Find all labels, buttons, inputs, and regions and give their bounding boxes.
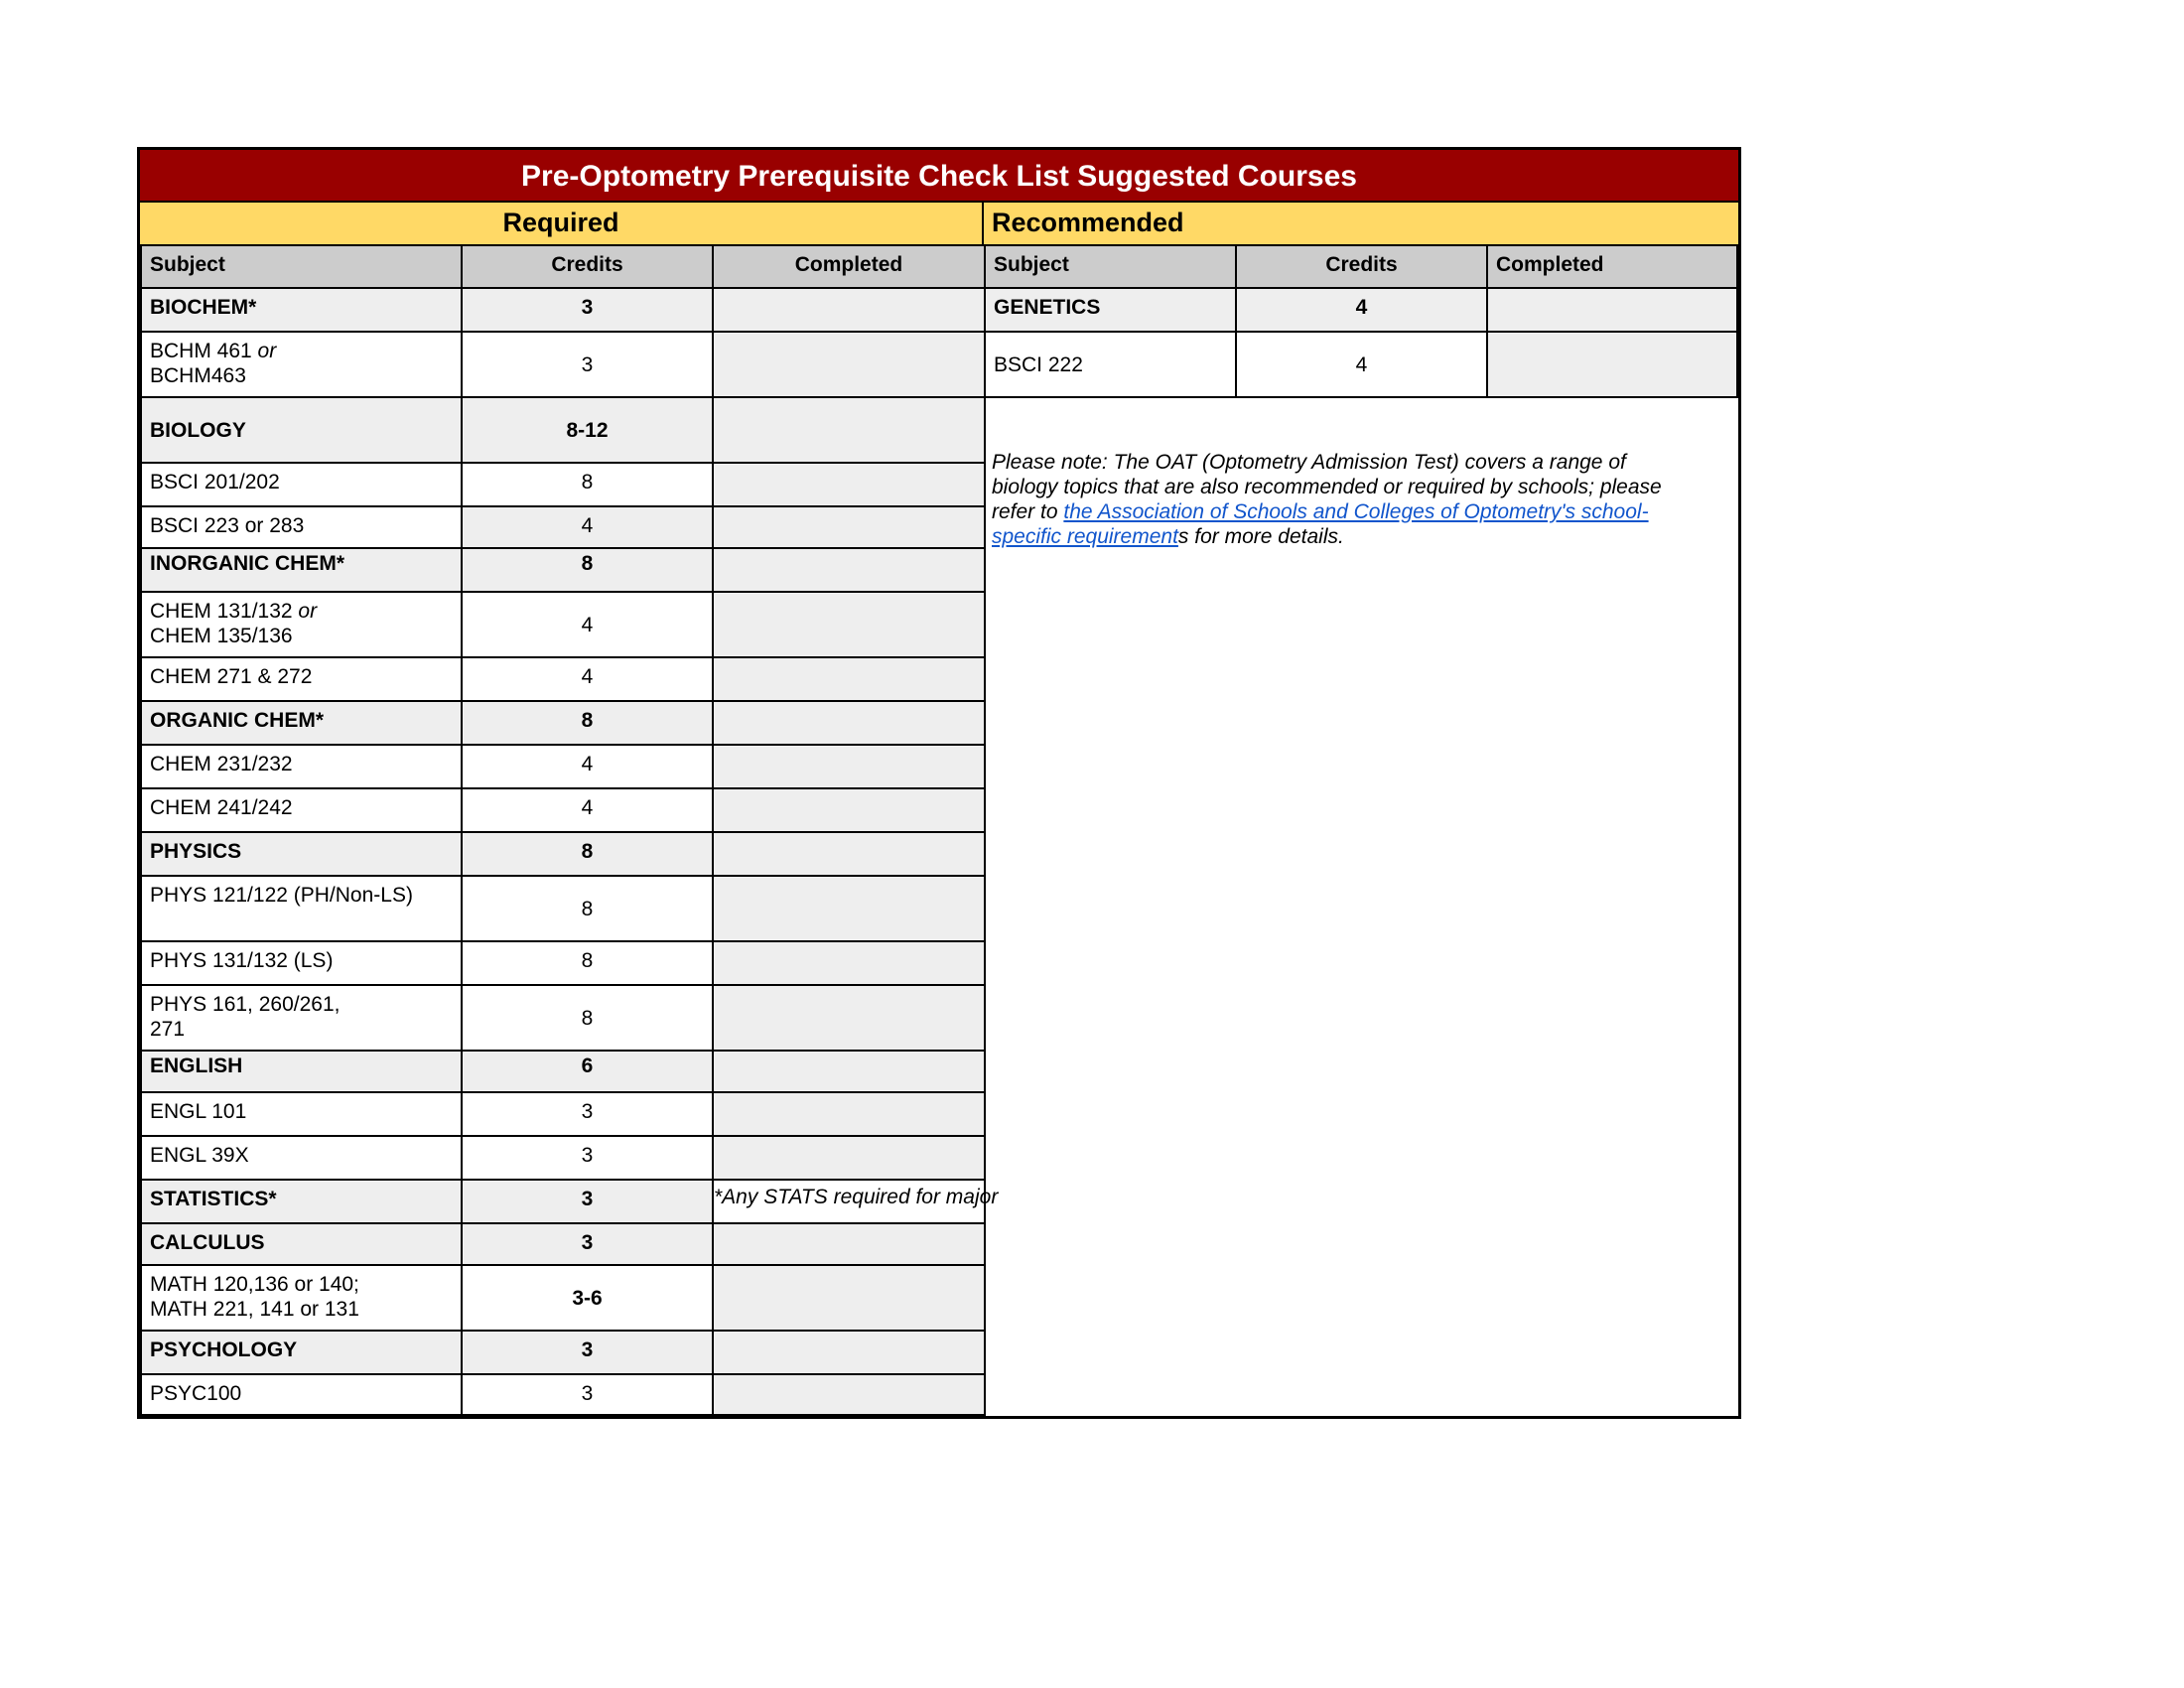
course-subject: ENGL 39X: [140, 1135, 463, 1181]
completed-checkbox-cell[interactable]: [712, 1091, 986, 1137]
course-credits: 8: [461, 831, 714, 877]
checklist-sheet: [137, 147, 1741, 1419]
ascoo-requirements-link[interactable]: the Association of Schools and Colleges of Optometry's school-specific requirement: [992, 500, 1649, 548]
course-credits: 3: [461, 1091, 714, 1137]
course-subject: PSYC100: [140, 1373, 463, 1416]
completed-checkbox-cell[interactable]: [712, 1264, 986, 1332]
course-credits: 8: [461, 462, 714, 507]
course-subject: BSCI 223 or 283: [140, 505, 463, 549]
course-subject: PHYSICS: [140, 831, 463, 877]
course-credits: 3: [461, 1179, 714, 1224]
course-credits: 8: [461, 940, 714, 986]
course-subject: PHYS 131/132 (LS): [140, 940, 463, 986]
completed-checkbox-cell[interactable]: [712, 1135, 986, 1181]
oat-note: Please note: The OAT (Optometry Admission Test) covers a range of biology topics that are also recommended or required by schools; please refer to the Association of Schools and Colleges of Optometry's school-specific requirements for more details.: [992, 451, 1662, 548]
course-credits: 3: [461, 331, 714, 398]
course-credits: 8: [461, 875, 714, 942]
completed-checkbox-cell[interactable]: [712, 1222, 986, 1266]
course-subject: GENETICS: [984, 287, 1237, 333]
course-subject: ENGLISH: [140, 1050, 463, 1093]
completed-checkbox-cell[interactable]: [712, 875, 986, 942]
recommended-completed-header: Completed: [1486, 244, 1738, 289]
course-subject: CHEM 271 & 272: [140, 656, 463, 702]
completed-checkbox-cell[interactable]: [712, 591, 986, 658]
course-subject: INORGANIC CHEM*: [140, 547, 463, 593]
completed-checkbox-cell[interactable]: [712, 656, 986, 702]
course-subject: ORGANIC CHEM*: [140, 700, 463, 746]
required-credits-header: Credits: [461, 244, 714, 289]
recommended-section-header: Recommended: [984, 203, 1738, 246]
course-credits: 4: [1235, 331, 1488, 398]
course-subject: CHEM 241/242: [140, 787, 463, 833]
completed-checkbox-cell[interactable]: [712, 331, 986, 398]
note-box: [984, 396, 1738, 1416]
course-credits: 3: [461, 1373, 714, 1416]
recommended-credits-header: Credits: [1235, 244, 1488, 289]
course-credits: 4: [461, 591, 714, 658]
course-credits: 3: [461, 1135, 714, 1181]
completed-checkbox-cell[interactable]: [712, 787, 986, 833]
course-subject: BCHM 461 or BCHM463: [140, 331, 463, 398]
course-credits: 8: [461, 984, 714, 1052]
completed-checkbox-cell[interactable]: [712, 940, 986, 986]
completed-checkbox-cell[interactable]: [712, 287, 986, 333]
course-credits: 8: [461, 700, 714, 746]
course-credits: 4: [461, 744, 714, 789]
course-subject: PHYS 121/122 (PH/Non-LS): [140, 875, 463, 942]
recommended-subject-header: Subject: [984, 244, 1237, 289]
completed-checkbox-cell[interactable]: [712, 1330, 986, 1375]
course-credits: 8: [461, 547, 714, 593]
required-completed-header: Completed: [712, 244, 986, 289]
course-credits: 3-6: [461, 1264, 714, 1332]
course-subject: MATH 120,136 or 140; MATH 221, 141 or 131: [140, 1264, 463, 1332]
required-subject-header: Subject: [140, 244, 463, 289]
course-credits: 4: [461, 656, 714, 702]
course-subject: STATISTICS*: [140, 1179, 463, 1224]
completed-checkbox-cell[interactable]: [712, 984, 986, 1052]
course-credits: 8-12: [461, 396, 714, 464]
course-subject: BSCI 201/202: [140, 462, 463, 507]
completed-checkbox-cell[interactable]: [1486, 287, 1738, 333]
course-credits: 6: [461, 1050, 714, 1093]
course-subject: CALCULUS: [140, 1222, 463, 1266]
completed-checkbox-cell[interactable]: [712, 1050, 986, 1093]
course-subject: BIOLOGY: [140, 396, 463, 464]
course-credits: 3: [461, 1330, 714, 1375]
completed-checkbox-cell[interactable]: [712, 700, 986, 746]
stats-footnote: *Any STATS required for major: [714, 1186, 999, 1208]
course-credits: 4: [461, 787, 714, 833]
required-section-header: Required: [140, 203, 984, 246]
course-credits: 3: [461, 1222, 714, 1266]
course-subject: ENGL 101: [140, 1091, 463, 1137]
course-subject: BIOCHEM*: [140, 287, 463, 333]
completed-checkbox-cell[interactable]: [712, 1373, 986, 1416]
completed-checkbox-cell[interactable]: [712, 547, 986, 593]
course-subject: PHYS 161, 260/261, 271: [140, 984, 463, 1052]
course-credits: 4: [1235, 287, 1488, 333]
sheet-title: Pre-Optometry Prerequisite Check List Suggested Courses: [140, 150, 1738, 203]
course-subject: CHEM 231/232: [140, 744, 463, 789]
completed-checkbox-cell[interactable]: [712, 462, 986, 507]
completed-checkbox-cell[interactable]: [712, 831, 986, 877]
course-subject: PSYCHOLOGY: [140, 1330, 463, 1375]
completed-checkbox-cell[interactable]: [712, 505, 986, 549]
completed-checkbox-cell[interactable]: [712, 396, 986, 464]
course-credits: 4: [461, 505, 714, 549]
course-credits: 3: [461, 287, 714, 333]
course-subject: BSCI 222: [984, 331, 1237, 398]
completed-checkbox-cell[interactable]: [1486, 331, 1738, 398]
completed-checkbox-cell[interactable]: [712, 744, 986, 789]
course-subject: CHEM 131/132 or CHEM 135/136: [140, 591, 463, 658]
